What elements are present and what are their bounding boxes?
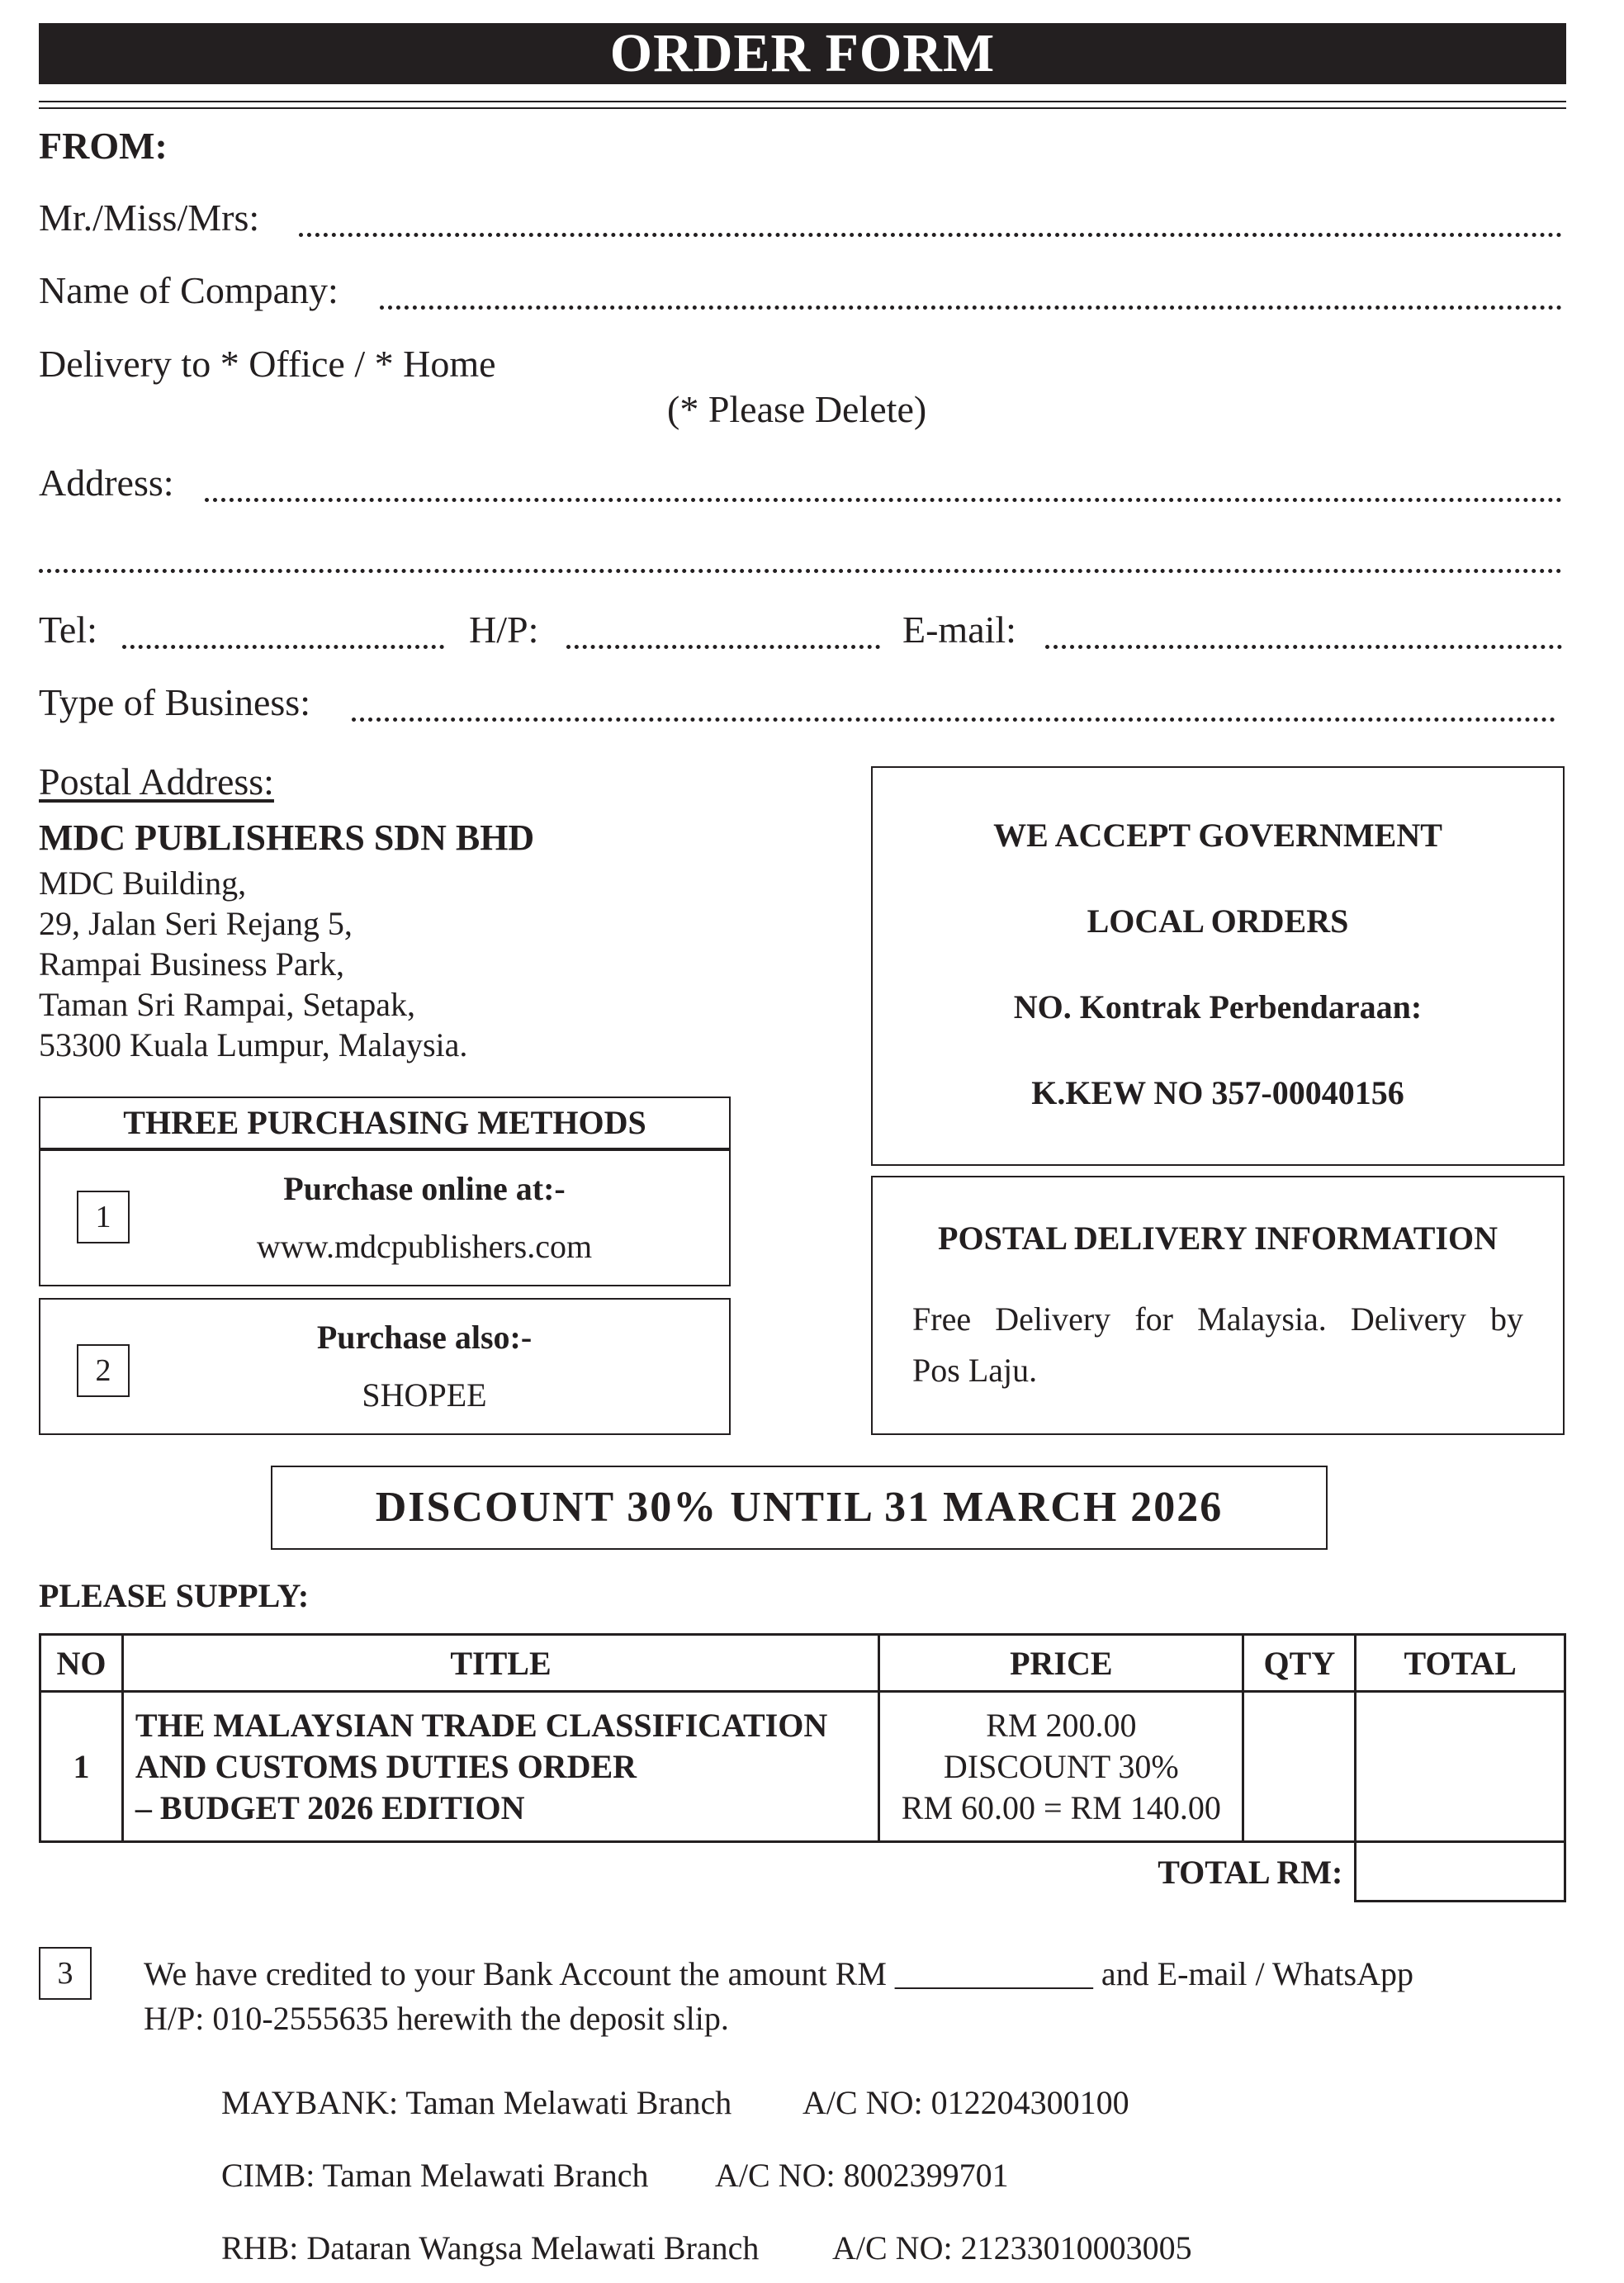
publisher-name: MDC PUBLISHERS SDN BHD bbox=[39, 817, 535, 858]
business-field[interactable] bbox=[352, 718, 1555, 722]
column-header-no: NO bbox=[40, 1635, 123, 1692]
address-line: 29, Jalan Seri Rejang 5, bbox=[39, 905, 353, 942]
method-number: 2 bbox=[77, 1344, 130, 1397]
address-line: Taman Sri Rampai, Setapak, bbox=[39, 986, 415, 1023]
total-rm-label: TOTAL RM: bbox=[40, 1842, 1356, 1902]
book-title-line: THE MALAYSIAN TRADE CLASSIFICATION bbox=[135, 1706, 828, 1744]
grand-total-input[interactable] bbox=[1356, 1842, 1565, 1902]
page-title: ORDER FORM bbox=[609, 23, 996, 83]
postal-delivery-heading: POSTAL DELIVERY INFORMATION bbox=[938, 1220, 1498, 1257]
bank-transfer-instruction: We have credited to your Bank Account the amount RM ____________ and E-mail / WhatsApp bbox=[144, 1955, 1413, 1992]
company-label: Name of Company: bbox=[39, 269, 339, 311]
gov-line: LOCAL ORDERS bbox=[1087, 902, 1349, 940]
method-number: 3 bbox=[39, 1947, 92, 2000]
tel-label: Tel: bbox=[39, 609, 97, 651]
column-header-total: TOTAL bbox=[1356, 1635, 1565, 1692]
bank-transfer-instruction: H/P: 010-2555635 herewith the deposit slip. bbox=[144, 2000, 729, 2037]
website-link[interactable]: www.mdcpublishers.com bbox=[256, 1228, 593, 1265]
hp-field[interactable] bbox=[566, 645, 880, 649]
tel-field[interactable] bbox=[122, 645, 444, 649]
please-supply-heading: PLEASE SUPPLY: bbox=[39, 1577, 310, 1614]
from-heading: FROM: bbox=[39, 125, 168, 167]
name-field[interactable] bbox=[299, 233, 1562, 237]
hp-label: H/P: bbox=[469, 609, 539, 651]
book-title bbox=[122, 1692, 878, 1842]
delivery-label: Delivery to * Office / * Home bbox=[39, 343, 496, 385]
bank-name: RHB: Dataran Wangsa Melawati Branch bbox=[221, 2229, 760, 2266]
gov-line: NO. Kontrak Perbendaraan: bbox=[1013, 988, 1423, 1025]
postal-address-heading: Postal Address: bbox=[39, 760, 274, 803]
postal-delivery-box bbox=[871, 1176, 1565, 1435]
postal-delivery-text: Pos Laju. bbox=[912, 1352, 1038, 1389]
name-label: Mr./Miss/Mrs: bbox=[39, 197, 260, 239]
email-label: E-mail: bbox=[902, 609, 1016, 651]
price-line: RM 200.00 bbox=[986, 1706, 1137, 1744]
book-title-line: – BUDGET 2026 EDITION bbox=[135, 1788, 525, 1826]
method-number: 1 bbox=[77, 1191, 130, 1243]
qty-input[interactable] bbox=[1243, 1692, 1356, 1842]
price-line: RM 60.00 = RM 140.00 bbox=[901, 1788, 1221, 1826]
bank-account-number: A/C NO: 21233010003005 bbox=[832, 2229, 1192, 2266]
title-rule-top bbox=[39, 101, 1566, 102]
column-header-qty: QTY bbox=[1243, 1635, 1356, 1692]
address-line: Rampai Business Park, bbox=[39, 945, 344, 983]
gov-line: WE ACCEPT GOVERNMENT bbox=[993, 817, 1442, 854]
postal-address-lines bbox=[39, 863, 467, 1065]
bank-name: CIMB: Taman Melawati Branch bbox=[221, 2157, 649, 2194]
column-header-title: TITLE bbox=[122, 1635, 878, 1692]
postal-delivery-text: Free Delivery for Malaysia. Delivery by bbox=[912, 1300, 1523, 1338]
address-field-line2[interactable] bbox=[39, 569, 1562, 573]
total-row bbox=[40, 1842, 1565, 1902]
book-title-line: AND CUSTOMS DUTIES ORDER bbox=[135, 1747, 637, 1785]
method-1-box bbox=[39, 1149, 731, 1286]
shopee-label: SHOPEE bbox=[362, 1376, 487, 1414]
row-number: 1 bbox=[40, 1692, 123, 1842]
government-orders-box bbox=[871, 766, 1565, 1166]
bank-account-number: A/C NO: 8002399701 bbox=[715, 2157, 1009, 2194]
table-row bbox=[40, 1692, 1565, 1842]
title-rule-bottom bbox=[39, 107, 1566, 109]
company-field[interactable] bbox=[380, 306, 1562, 310]
address-field-line1[interactable] bbox=[205, 498, 1562, 502]
title-bar bbox=[39, 23, 1566, 84]
supply-table bbox=[39, 1633, 1566, 1902]
address-line: 53300 Kuala Lumpur, Malaysia. bbox=[39, 1026, 468, 1063]
discount-banner: DISCOUNT 30% UNTIL 31 MARCH 2026 bbox=[271, 1466, 1328, 1550]
column-header-price: PRICE bbox=[879, 1635, 1243, 1692]
total-input[interactable] bbox=[1356, 1692, 1565, 1842]
price-cell bbox=[879, 1692, 1243, 1842]
table-header-row bbox=[40, 1635, 1565, 1692]
email-field[interactable] bbox=[1045, 645, 1562, 649]
method-title: Purchase online at:- bbox=[283, 1170, 566, 1207]
gov-contract-number: K.KEW NO 357-00040156 bbox=[1031, 1074, 1404, 1111]
please-delete-note: (* Please Delete) bbox=[667, 388, 927, 430]
price-line: DISCOUNT 30% bbox=[943, 1747, 1179, 1785]
address-line: MDC Building, bbox=[39, 864, 247, 902]
address-label: Address: bbox=[39, 462, 174, 504]
method-title: Purchase also:- bbox=[316, 1319, 533, 1356]
bank-name: MAYBANK: Taman Melawati Branch bbox=[221, 2084, 732, 2121]
method-2-box bbox=[39, 1298, 731, 1435]
methods-heading: THREE PURCHASING METHODS bbox=[39, 1097, 731, 1149]
bank-account-number: A/C NO: 012204300100 bbox=[803, 2084, 1129, 2121]
business-label: Type of Business: bbox=[39, 681, 310, 723]
